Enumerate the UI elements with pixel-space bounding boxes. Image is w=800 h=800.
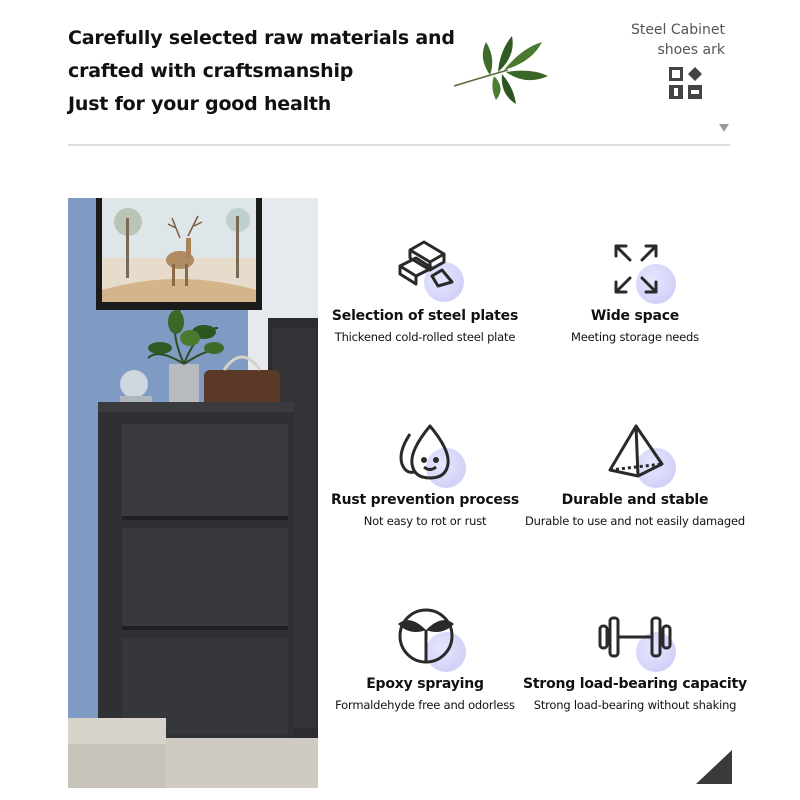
chevron-down-icon xyxy=(719,124,729,132)
headline-line-1: Carefully selected raw materials and xyxy=(68,27,455,49)
feature-steel-plates xyxy=(310,236,540,345)
feature-rust-prevention xyxy=(310,420,540,529)
feature-title: Strong load-bearing capacity xyxy=(523,676,747,692)
feature-subtitle: Strong load-bearing without shaking xyxy=(533,698,737,712)
feature-title: Rust prevention process xyxy=(330,492,519,508)
feature-subtitle: Not easy to rot or rust xyxy=(363,514,487,528)
feature-title: Selection of steel plates xyxy=(331,308,519,324)
dumbbell-icon xyxy=(590,604,680,674)
expand-arrows-icon xyxy=(590,236,680,306)
brand-line-1: Steel Cabinet xyxy=(630,22,725,38)
feature-title: Durable and stable xyxy=(561,492,709,508)
corner-triangle xyxy=(696,750,732,784)
headline xyxy=(68,22,455,121)
product-photo xyxy=(68,198,318,788)
brand-logo-icon xyxy=(668,66,704,100)
feature-epoxy xyxy=(310,604,540,713)
feature-subtitle: Meeting storage needs xyxy=(571,330,699,344)
feature-title: Epoxy spraying xyxy=(366,676,484,692)
water-drops-icon xyxy=(380,420,470,490)
leaf-icon xyxy=(450,28,560,108)
feature-subtitle: Formaldehyde free and odorless xyxy=(335,698,515,712)
headline-line-3: Just for your good health xyxy=(68,93,332,115)
feature-durable xyxy=(520,420,750,529)
pyramid-icon xyxy=(590,420,680,490)
feature-load-bearing xyxy=(520,604,750,713)
steel-bars-icon xyxy=(380,236,470,306)
sprout-icon xyxy=(380,604,470,674)
feature-subtitle: Durable to use and not easily damaged xyxy=(525,514,745,528)
feature-subtitle: Thickened cold-rolled steel plate xyxy=(334,330,516,344)
feature-wide-space xyxy=(520,236,750,345)
brand-line-2: shoes ark xyxy=(657,42,725,58)
divider xyxy=(68,144,730,146)
brand-name xyxy=(600,20,725,60)
feature-title: Wide space xyxy=(590,308,680,324)
headline-line-2: crafted with craftsmanship xyxy=(68,60,354,82)
